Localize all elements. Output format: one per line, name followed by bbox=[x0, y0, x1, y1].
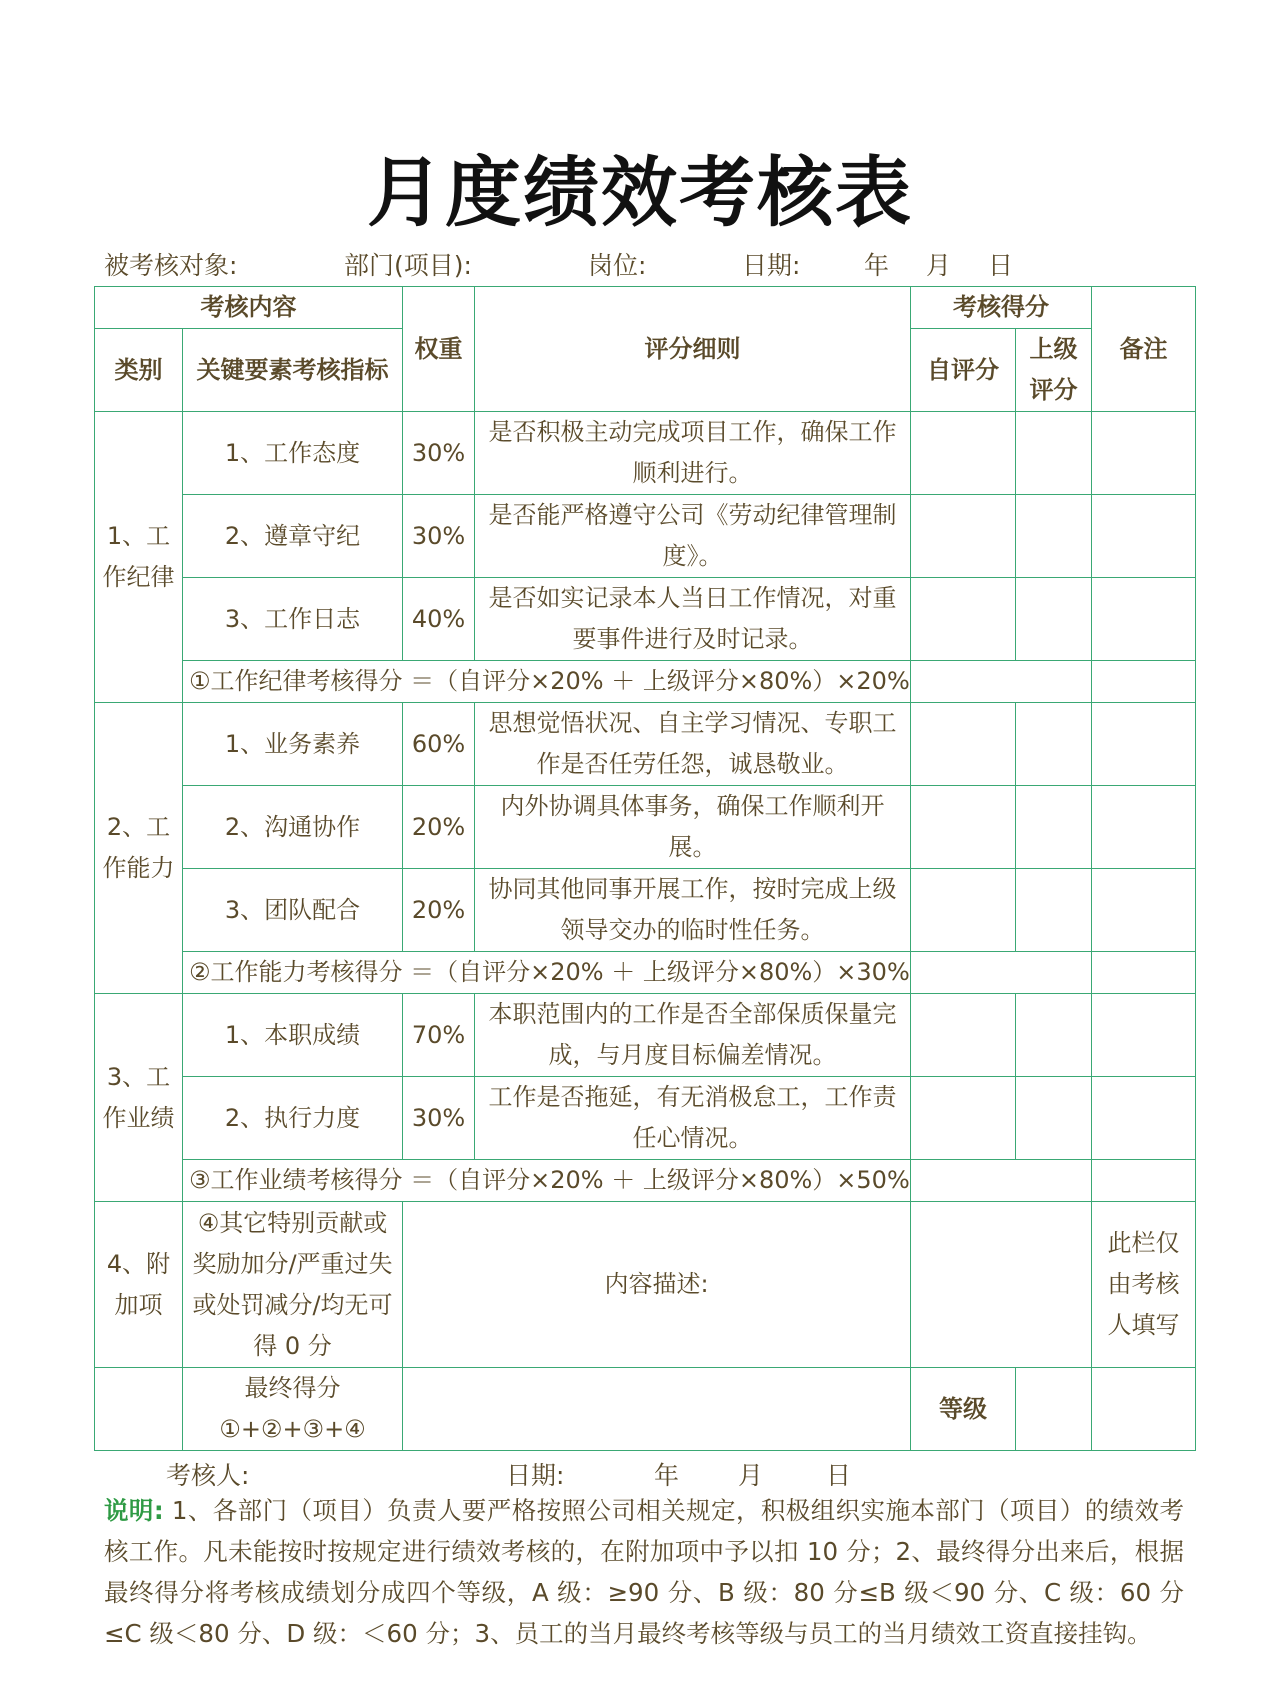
weight-cell: 20% bbox=[403, 786, 475, 869]
header-self-score: 自评分 bbox=[911, 329, 1016, 412]
remark-cell[interactable] bbox=[1092, 952, 1196, 994]
header-rules: 评分细则 bbox=[475, 287, 911, 412]
category-ability: 2、工作能力 bbox=[95, 703, 183, 994]
indicator-cell: 1、工作态度 bbox=[183, 412, 403, 495]
footer-date-label: 日期: bbox=[506, 1461, 565, 1490]
weight-cell: 70% bbox=[403, 994, 475, 1077]
final-score-cell[interactable] bbox=[403, 1368, 911, 1451]
grade-cell[interactable] bbox=[1016, 1368, 1092, 1451]
subtotal-score-cell[interactable] bbox=[911, 661, 1092, 703]
table-row bbox=[95, 495, 1196, 578]
self-score-cell[interactable] bbox=[911, 578, 1016, 661]
remark-cell[interactable] bbox=[1092, 786, 1196, 869]
superior-score-cell[interactable] bbox=[1016, 578, 1092, 661]
subtotal-formula-performance: ③工作业绩考核得分 ＝（自评分×20% ＋ 上级评分×80%）×50% bbox=[183, 1160, 911, 1202]
footer-month-label: 月 bbox=[738, 1461, 764, 1490]
assessee-label: 被考核对象: bbox=[104, 251, 238, 280]
empty-cell bbox=[95, 1368, 183, 1451]
indicator-cell: 3、团队配合 bbox=[183, 869, 403, 952]
assessment-table bbox=[94, 286, 1196, 1451]
date-year-label: 年 bbox=[864, 251, 890, 280]
superior-score-cell[interactable] bbox=[1016, 1077, 1092, 1160]
category-performance: 3、工作业绩 bbox=[95, 994, 183, 1202]
remark-cell[interactable] bbox=[1092, 1160, 1196, 1202]
indicator-cell: 2、执行力度 bbox=[183, 1077, 403, 1160]
department-label: 部门(项目): bbox=[344, 251, 472, 280]
indicator-cell: 2、沟通协作 bbox=[183, 786, 403, 869]
table-row bbox=[95, 994, 1196, 1077]
superior-score-cell[interactable] bbox=[1016, 994, 1092, 1077]
header-score: 考核得分 bbox=[911, 287, 1092, 329]
table-row bbox=[95, 412, 1196, 495]
final-score-label: 最终得分①+②+③+④ bbox=[183, 1368, 403, 1451]
indicator-cell: 1、本职成绩 bbox=[183, 994, 403, 1077]
rule-cell: 内外协调具体事务，确保工作顺利开展。 bbox=[475, 786, 911, 869]
weight-cell: 30% bbox=[403, 1077, 475, 1160]
rule-cell: 是否如实记录本人当日工作情况，对重要事件进行及时记录。 bbox=[475, 578, 911, 661]
rule-cell: 思想觉悟状况、自主学习情况、专职工作是否任劳任怨，诚恳敬业。 bbox=[475, 703, 911, 786]
subtotal-formula-ability: ②工作能力考核得分 ＝（自评分×20% ＋ 上级评分×80%）×30% bbox=[183, 952, 911, 994]
remark-cell[interactable] bbox=[1092, 1077, 1196, 1160]
subtotal-formula-discipline: ①工作纪律考核得分 ＝（自评分×20% ＋ 上级评分×80%）×20% bbox=[183, 661, 911, 703]
position-label: 岗位: bbox=[588, 251, 647, 280]
self-score-cell[interactable] bbox=[911, 412, 1016, 495]
extra-remark: 此栏仅由考核人填写 bbox=[1092, 1202, 1196, 1368]
subtotal-row bbox=[95, 661, 1196, 703]
indicator-cell: 3、工作日志 bbox=[183, 578, 403, 661]
final-row bbox=[95, 1368, 1196, 1451]
rule-cell: 是否积极主动完成项目工作，确保工作顺利进行。 bbox=[475, 412, 911, 495]
self-score-cell[interactable] bbox=[911, 869, 1016, 952]
rule-cell: 本职范围内的工作是否全部保质保量完成，与月度目标偏差情况。 bbox=[475, 994, 911, 1077]
footer-year-label: 年 bbox=[654, 1461, 680, 1490]
subtotal-score-cell[interactable] bbox=[911, 952, 1092, 994]
remark-cell[interactable] bbox=[1092, 1368, 1196, 1451]
self-score-cell[interactable] bbox=[911, 1077, 1016, 1160]
weight-cell: 40% bbox=[403, 578, 475, 661]
extra-description: ④其它特别贡献或奖励加分/严重过失或处罚减分/均无可得 0 分 bbox=[183, 1202, 403, 1368]
subtotal-row bbox=[95, 1160, 1196, 1202]
remark-cell[interactable] bbox=[1092, 578, 1196, 661]
date-label: 日期: bbox=[742, 251, 801, 280]
notes-lead: 说明: bbox=[104, 1496, 164, 1525]
table-row bbox=[95, 703, 1196, 786]
remark-cell[interactable] bbox=[1092, 994, 1196, 1077]
category-extra: 4、附加项 bbox=[95, 1202, 183, 1368]
remark-cell[interactable] bbox=[1092, 703, 1196, 786]
footer-day-label: 日 bbox=[826, 1461, 852, 1490]
indicator-cell: 2、遵章守纪 bbox=[183, 495, 403, 578]
table-row bbox=[95, 578, 1196, 661]
self-score-cell[interactable] bbox=[911, 495, 1016, 578]
date-month-label: 月 bbox=[926, 251, 952, 280]
superior-score-cell[interactable] bbox=[1016, 703, 1092, 786]
self-score-cell[interactable] bbox=[911, 994, 1016, 1077]
header-category: 类别 bbox=[95, 329, 183, 412]
notes-text: 1、各部门（项目）负责人要严格按照公司相关规定，积极组织实施本部门（项目）的绩效考核工作。凡未能按时按规定进行绩效考核的，在附加项中予以扣 10 分；2、最终得分出来后，根据最终得分将考核成绩划分成四个等级，A 级：≥90 分、B 级：80 分≤B 级＜90 分、C 级：60 分≤C 级＜80 分、D 级：＜60 分；3、员工的当月最终考核等级与员工的当月绩效工资直接挂钩。 bbox=[104, 1496, 1184, 1648]
header-weight: 权重 bbox=[403, 287, 475, 412]
extra-row bbox=[95, 1202, 1196, 1368]
page-title: 月度绩效考核表 bbox=[367, 148, 913, 237]
grade-label: 等级 bbox=[911, 1368, 1016, 1451]
assessor-label: 考核人: bbox=[166, 1461, 250, 1490]
table-row bbox=[95, 786, 1196, 869]
rule-cell: 工作是否拖延，有无消极怠工，工作责任心情况。 bbox=[475, 1077, 911, 1160]
superior-score-cell[interactable] bbox=[1016, 412, 1092, 495]
table-row bbox=[95, 869, 1196, 952]
indicator-cell: 1、业务素养 bbox=[183, 703, 403, 786]
category-discipline: 1、工作纪律 bbox=[95, 412, 183, 703]
superior-score-cell[interactable] bbox=[1016, 869, 1092, 952]
remark-cell[interactable] bbox=[1092, 661, 1196, 703]
header-content: 考核内容 bbox=[95, 287, 403, 329]
header-remark: 备注 bbox=[1092, 287, 1196, 412]
header-superior-score: 上级评分 bbox=[1016, 329, 1092, 412]
subtotal-score-cell[interactable] bbox=[911, 1160, 1092, 1202]
header-indicator: 关键要素考核指标 bbox=[183, 329, 403, 412]
remark-cell[interactable] bbox=[1092, 495, 1196, 578]
weight-cell: 60% bbox=[403, 703, 475, 786]
subtotal-row bbox=[95, 952, 1196, 994]
extra-score-cell[interactable] bbox=[911, 1202, 1092, 1368]
table-row bbox=[95, 1077, 1196, 1160]
notes-paragraph bbox=[104, 1490, 1184, 1654]
date-day-label: 日 bbox=[988, 251, 1014, 280]
content-description-label: 内容描述: bbox=[403, 1202, 911, 1368]
weight-cell: 20% bbox=[403, 869, 475, 952]
weight-cell: 30% bbox=[403, 495, 475, 578]
superior-score-cell[interactable] bbox=[1016, 786, 1092, 869]
rule-cell: 协同其他同事开展工作，按时完成上级领导交办的临时性任务。 bbox=[475, 869, 911, 952]
self-score-cell[interactable] bbox=[911, 703, 1016, 786]
superior-score-cell[interactable] bbox=[1016, 495, 1092, 578]
self-score-cell[interactable] bbox=[911, 786, 1016, 869]
remark-cell[interactable] bbox=[1092, 869, 1196, 952]
weight-cell: 30% bbox=[403, 412, 475, 495]
remark-cell[interactable] bbox=[1092, 412, 1196, 495]
rule-cell: 是否能严格遵守公司《劳动纪律管理制度》。 bbox=[475, 495, 911, 578]
